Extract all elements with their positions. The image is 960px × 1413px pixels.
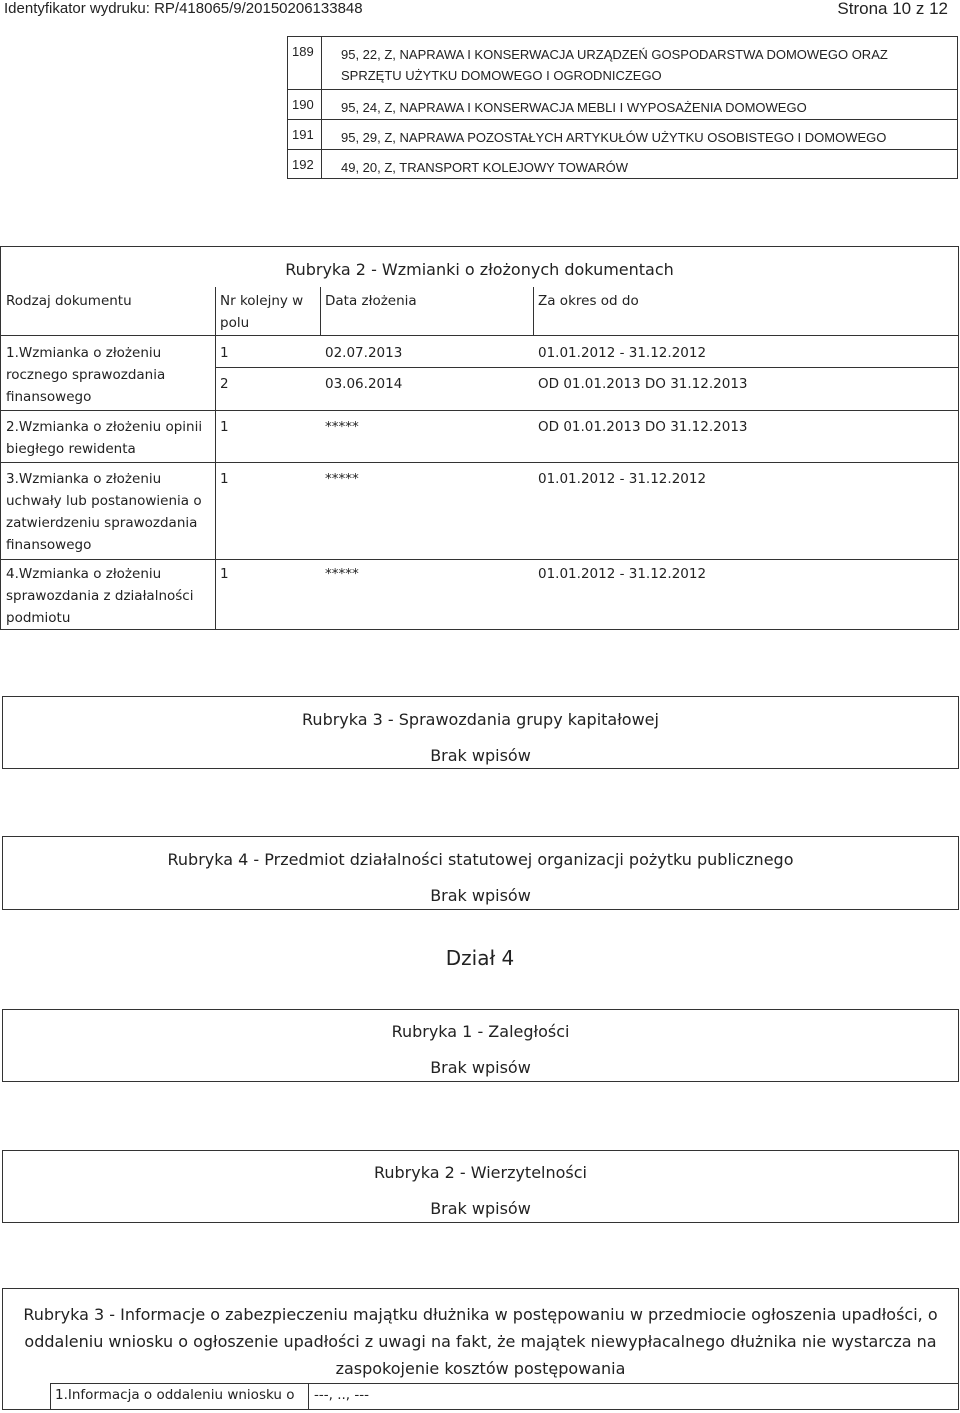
section-title: Dział 4 <box>445 946 515 970</box>
column-divider <box>320 287 321 335</box>
rubryka4-title: Rubryka 4 - Przedmiot działalności statutowej organizacji pożytku publicznego <box>167 850 794 869</box>
dzial4-rubryka1-box <box>2 1009 959 1082</box>
rubryka3-title: Rubryka 3 - Sprawozdania grupy kapitałowej <box>302 710 659 729</box>
header-nr: Nr kolejny w polu <box>220 293 304 331</box>
rubryka3-box <box>2 696 959 769</box>
nr-cell: 1 <box>220 419 229 435</box>
okres-cell: 01.01.2012 - 31.12.2012 <box>538 471 707 487</box>
nr-cell: 1 <box>220 471 229 487</box>
rodzaj-cell: 2.Wzmianka o złożeniu opinii biegłego rewidenta <box>6 419 203 457</box>
rubryka2-title: Rubryka 2 - Wzmianki o złożonych dokumentach <box>285 260 674 279</box>
row-divider <box>1 462 958 463</box>
okres-cell: OD 01.01.2013 DO 31.12.2013 <box>538 376 748 392</box>
rodzaj-cell: 1.Wzmianka o złożeniu rocznego sprawozdania finansowego <box>6 345 166 405</box>
entry-divider <box>215 367 958 368</box>
rubryka4-box <box>2 836 959 910</box>
okres-cell: 01.01.2012 - 31.12.2012 <box>538 566 707 582</box>
data-cell: ***** <box>325 471 359 487</box>
table-row <box>288 37 957 90</box>
header-okres: Za okres od do <box>538 293 639 309</box>
row-divider <box>1 559 958 560</box>
rubryka3-status: Brak wpisów <box>430 746 531 765</box>
row-divider <box>50 1383 958 1384</box>
okres-cell: OD 01.01.2013 DO 31.12.2013 <box>538 419 748 435</box>
rubryka3-row-value: ---, .., --- <box>314 1387 369 1403</box>
rubryka3-row-label: 1.Informacja o oddaleniu wniosku o <box>55 1387 295 1403</box>
nr-cell: 1 <box>220 566 229 582</box>
rubryka2-table <box>0 246 959 630</box>
pkd-table <box>287 36 958 179</box>
dzial4-rubryka3-box <box>2 1288 959 1410</box>
rubryka4-status: Brak wpisów <box>430 886 531 905</box>
dzial4-rubryka1-status: Brak wpisów <box>430 1058 531 1077</box>
pkd-number: 190 <box>292 97 314 112</box>
data-cell: 03.06.2014 <box>325 376 403 392</box>
table-row <box>288 150 957 179</box>
dzial4-rubryka2-box <box>2 1150 959 1223</box>
pkd-number: 192 <box>292 157 314 172</box>
column-divider <box>215 287 216 629</box>
header-rodzaj: Rodzaj dokumentu <box>6 293 132 309</box>
header-data: Data złożenia <box>325 293 417 309</box>
row-divider <box>1 335 958 336</box>
column-divider <box>308 1383 309 1409</box>
print-identifier: Identyfikator wydruku: RP/418065/9/20150206133848 <box>4 0 363 17</box>
row-divider <box>1 410 958 411</box>
nr-cell: 1 <box>220 345 229 361</box>
pkd-text: 95, 24, Z, NAPRAWA I KONSERWACJA MEBLI I WYPOSAŻENIA DOMOWEGO <box>341 100 807 115</box>
pkd-text: 95, 22, Z, NAPRAWA I KONSERWACJA URZĄDZEŃ GOSPODARSTWA DOMOWEGO ORAZ SPRZĘTU UŻYTKU DOMOWEGO I OGRODNICZEGO <box>341 47 888 83</box>
rodzaj-cell: 4.Wzmianka o złożeniu sprawozdania z działalności podmiotu <box>6 566 194 626</box>
pkd-number: 191 <box>292 127 314 142</box>
dzial4-rubryka2-title: Rubryka 2 - Wierzytelności <box>373 1163 587 1182</box>
dzial4-rubryka1-title: Rubryka 1 - Zaległości <box>391 1022 570 1041</box>
data-cell: ***** <box>325 566 359 582</box>
column-divider <box>533 287 534 335</box>
data-cell: ***** <box>325 419 359 435</box>
okres-cell: 01.01.2012 - 31.12.2012 <box>538 345 707 361</box>
pkd-number: 189 <box>292 44 314 59</box>
row-divider <box>50 1383 51 1409</box>
data-cell: 02.07.2013 <box>325 345 403 361</box>
page-number: Strona 10 z 12 <box>837 0 948 18</box>
table-row <box>288 120 957 150</box>
table-row <box>288 90 957 120</box>
pkd-text: 49, 20, Z, TRANSPORT KOLEJOWY TOWARÓW <box>341 160 629 175</box>
pkd-text: 95, 29, Z, NAPRAWA POZOSTAŁYCH ARTYKUŁÓW UŻYTKU OSOBISTEGO I DOMOWEGO <box>341 130 887 145</box>
dzial4-rubryka2-status: Brak wpisów <box>430 1199 531 1218</box>
rodzaj-cell: 3.Wzmianka o złożeniu uchwały lub postanowienia o zatwierdzeniu sprawozdania finansowego <box>6 471 202 553</box>
dzial4-rubryka3-title: Rubryka 3 - Informacje o zabezpieczeniu majątku dłużnika w postępowaniu w przedmiocie ogłoszenia upadłości, o oddaleniu wniosku o ogłoszenie upadłości z uwagi na fakt, że majątek niewypłacalnego dłużnika nie wystarcza na zaspokojenie kosztów postępowania <box>23 1305 938 1378</box>
nr-cell: 2 <box>220 376 229 392</box>
